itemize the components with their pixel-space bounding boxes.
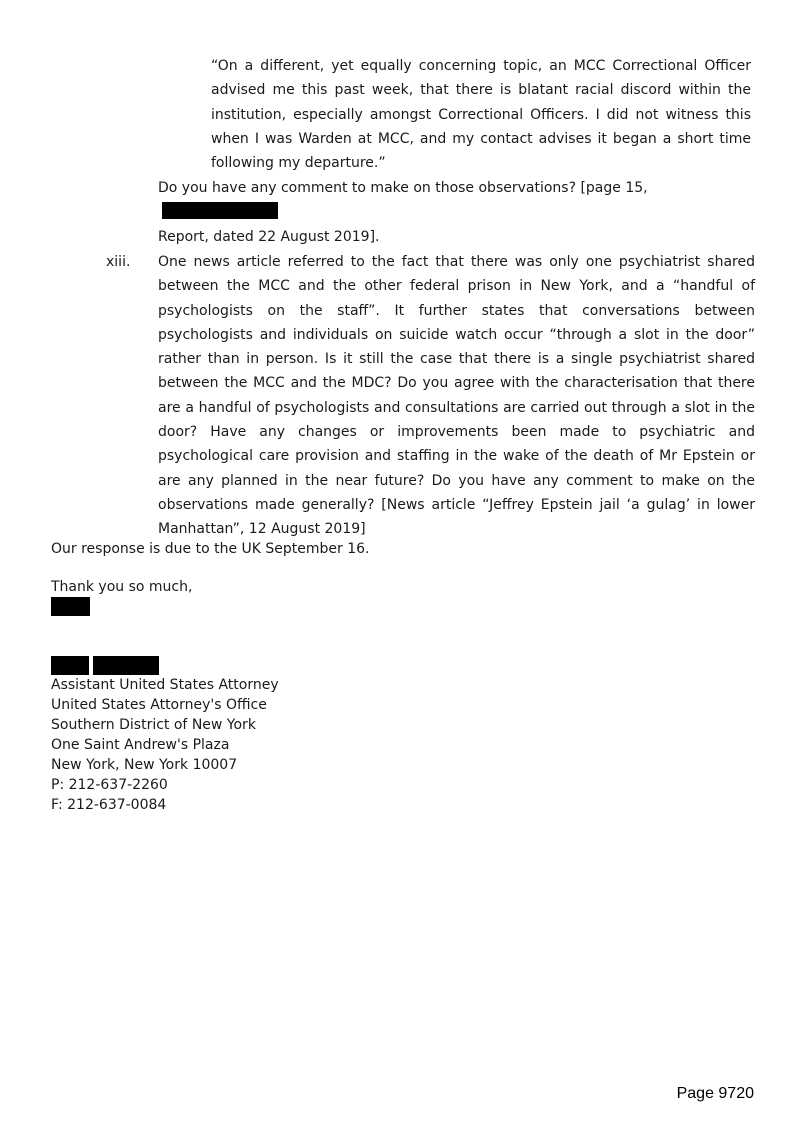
item-xiii-text: One news article referred to the fact that there was only one psychiatrist shared between the MCC and the other federal prison in New York, and a “handful of psychologists on the staff”. It further states that conversations between psychologists and individuals on suicide watch occur “through a slot in the door” rather than in person. Is it still the case that there is a single psychiatrist shared between the MCC and the MDC? Do you agree with the characterisation that there are a handful of psychologists and consultations are carried out through a slot in the door? Have any changes or improvements been made to psychiatric and psychological care provision and staffing in the wake of the death of Mr Epstein or are any planned in the near future? Do you have any comment to make on the observations made generally? [News article “Jeffrey Epstein jail ‘a gulag’ in lower Manhattan”, 12 August 2019] xyxy=(158,254,755,538)
quoted-passage: “On a different, yet equally concerning topic, an MCC Correctional Officer advised me this past week, that there is blatant racial discord within the institution, especially amongst Correctional Officers. I did not witness this when I was Warden at MCC, and my contact advises it began a short time following my departure.” xyxy=(211,58,751,172)
signature-fax: F: 212-637-0084 xyxy=(51,797,167,813)
thanks-line: Thank you so much, xyxy=(51,579,193,595)
redacted-signature-first xyxy=(51,656,89,675)
signature-address-street: One Saint Andrew's Plaza xyxy=(51,737,230,753)
report-reference-end: ]. xyxy=(369,228,380,245)
redaction-bar xyxy=(162,202,278,219)
signature-office: United States Attorney's Office xyxy=(51,697,267,713)
question-paragraph xyxy=(158,176,758,249)
report-reference: Report, dated 22 August 2019 xyxy=(158,228,370,245)
item-numeral: xiii. xyxy=(106,254,131,270)
question-line-1: Do you have any comment to make on those observations? [page 15, xyxy=(158,180,648,196)
signature-district: Southern District of New York xyxy=(51,717,256,733)
signature-phone: P: 212-637-2260 xyxy=(51,777,168,793)
page-number: Page 9720 xyxy=(676,1085,754,1102)
signature-title: Assistant United States Attorney xyxy=(51,677,279,693)
redacted-signature-last xyxy=(93,656,159,675)
question-line-2 xyxy=(158,225,758,249)
signature-block xyxy=(51,675,279,815)
response-due-line: Our response is due to the UK September 16. xyxy=(51,541,370,557)
signature-address-city: New York, New York 10007 xyxy=(51,757,238,773)
redacted-first-name xyxy=(51,597,90,616)
